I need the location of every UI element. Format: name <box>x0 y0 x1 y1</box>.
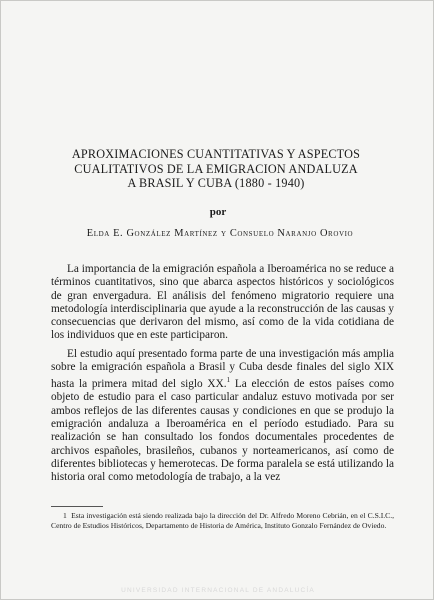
title-line-3: A BRASIL Y CUBA (1880 - 1940) <box>127 176 305 191</box>
footnote-number: 1 <box>63 511 67 520</box>
article-title <box>41 147 391 191</box>
authors: Elda E. González Martínez y Consuelo Naranjo Orovio <box>86 228 354 239</box>
paragraph-2 <box>51 348 394 485</box>
title-line-2: CUALITATIVOS DE LA EMIGRACION ANDALUZA <box>74 161 358 176</box>
footnote-marker: 1 <box>226 376 231 385</box>
article-body <box>51 263 394 490</box>
paragraph-2-text: El estudio aquí presentado forma parte de una investigación más amplia sobre la emigración española a Brasil y Cuba desde finales del siglo XIX hasta la primera mitad del siglo XX. <box>51 347 394 391</box>
footnote-divider <box>51 506 103 507</box>
paragraph-1: La importancia de la emigración española a Iberoamérica no se reduce a términos cuantitativos, sino que abarca aspectos históricos y sociológicos de gran envergadura. El análisis del fenómeno migratorio requiere una metodología interdisciplinaria que ayude a la reconstrucción de las causas y consecuencias que derivaron del mismo, así como de la vida cotidiana de los individuos que en este participaron. <box>51 263 394 342</box>
title-line-1: APROXIMACIONES CUANTITATIVAS Y ASPECTOS <box>71 147 361 161</box>
paragraph-2-continuation: La elección de estos países como objeto de estudio para el caso particular andaluz estuvo motivada por ser ambos reflejos de las diferentes causas y condiciones en que se produjo la emigración andaluza a Iberoamérica en el período estudiado. Para su realización se han consultado los fondos documentales procedentes de archivos españoles, brasileños, cubanos y norteamericanos, así como de diferentes bibliotecas y hemerotecas. De forma paralela se está utilizando la historia oral como metodología de trabajo, a la vez <box>51 378 395 484</box>
footnote <box>51 511 394 531</box>
footnote-text: Esta investigación está siendo realizada bajo la dirección del Dr. Alfredo Moreno Cebrián, en el C.S.I.C., Centro de Estudios Históricos, Departamento de Historia de América, Instituto Gonzalo Fernández de Oviedo. <box>51 511 395 530</box>
watermark: UNIVERSIDAD INTERNACIONAL DE ANDALUCÍA <box>121 587 315 594</box>
byline-label: por <box>209 206 227 218</box>
